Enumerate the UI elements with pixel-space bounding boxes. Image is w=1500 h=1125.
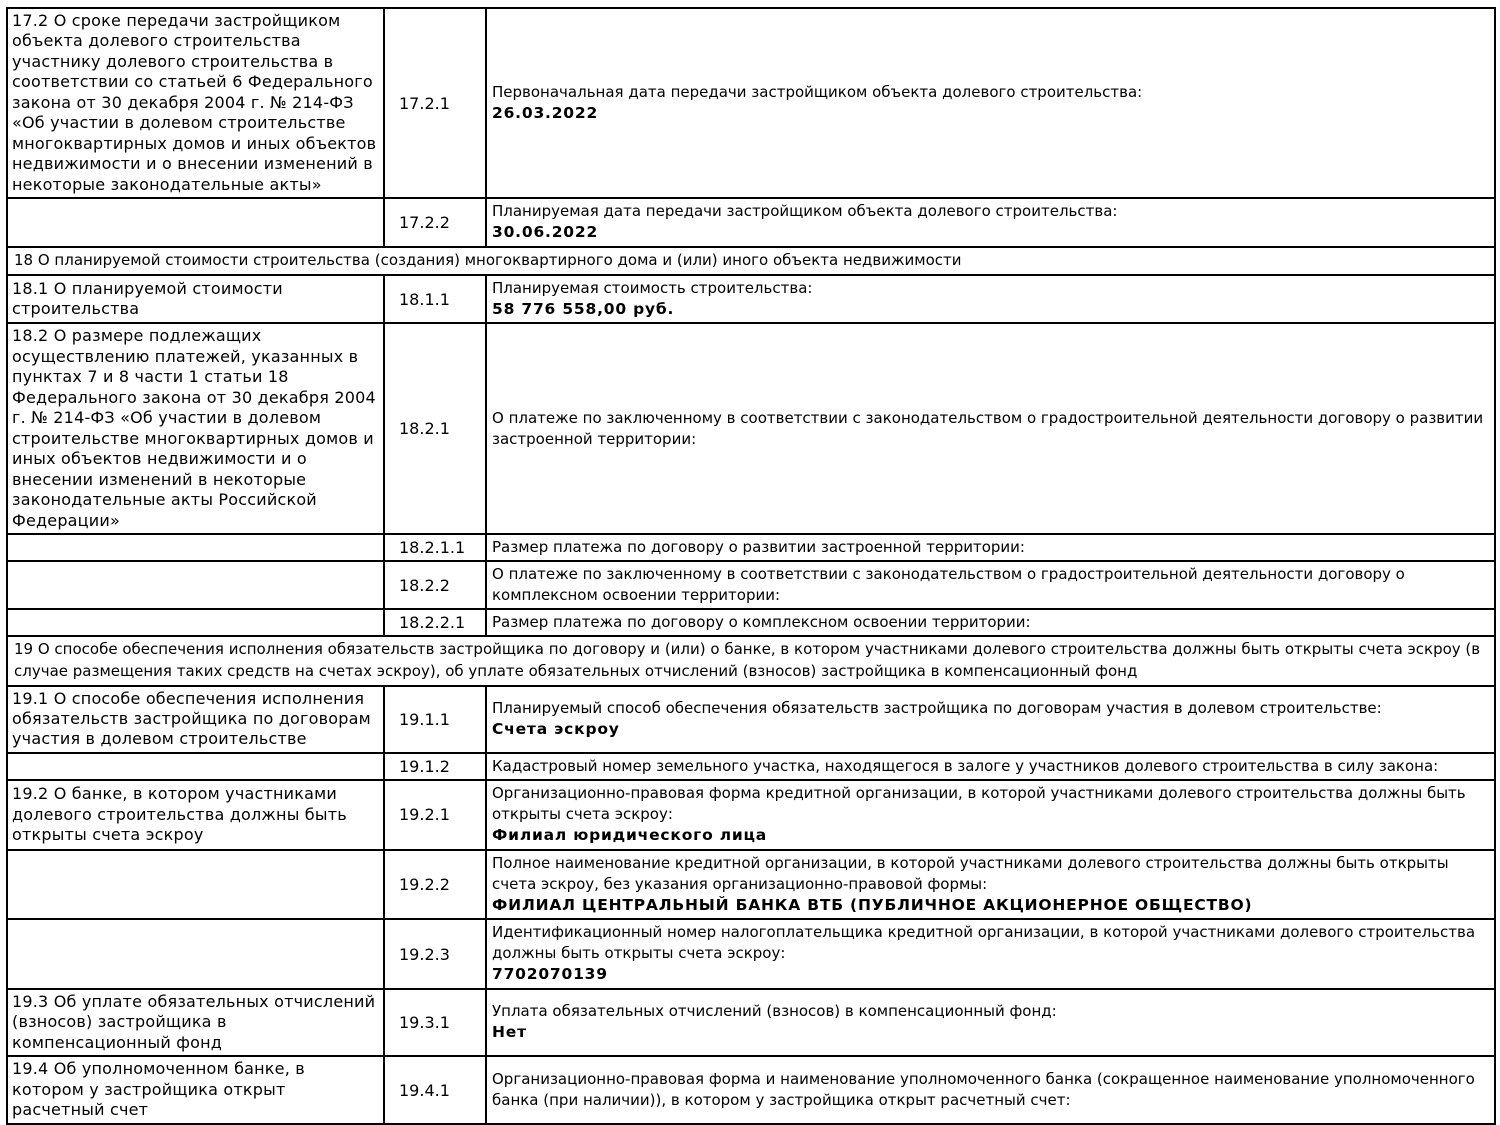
table-row — [7, 561, 1495, 609]
description-cell: 17.2 О сроке передачи застройщиком объекта долевого строительства участнику долевого строительства в соответствии со статьей 6 Федерального закона от 30 декабря 2004 г. № 214-ФЗ «Об участии в долевом строительстве многоквартирных домов и иных объектов недвижимости и о внесении изменений в некоторые законодательные акты» — [7, 8, 384, 198]
description-cell — [7, 198, 384, 247]
item-number-cell: 19.4.1 — [384, 1056, 486, 1123]
content-cell — [486, 919, 1495, 989]
table-row — [7, 323, 1495, 534]
table-row — [7, 753, 1495, 780]
field-label: Первоначальная дата передачи застройщиком объекта долевого строительства: — [492, 82, 1143, 101]
table-row — [7, 686, 1495, 753]
item-number-cell: 19.3.1 — [384, 989, 486, 1056]
field-label: Полное наименование кредитной организации, в которой участниками долевого строительства должны быть открыты счета эскроу, без указания организационно-правовой формы: — [492, 853, 1449, 893]
field-label: Размер платежа по договору о комплексном освоении территории: — [492, 613, 1031, 632]
description-cell: 18.1 О планируемой стоимости строительства — [7, 275, 384, 324]
content-cell — [486, 686, 1495, 753]
content-cell — [486, 780, 1495, 850]
item-number-cell: 19.1.2 — [384, 753, 486, 780]
description-cell: 19.3 Об уплате обязательных отчислений (взносов) застройщика в компенсационный фонд — [7, 989, 384, 1056]
field-value: Счета эскроу — [492, 719, 620, 738]
section-header-row — [7, 636, 1495, 686]
description-cell — [7, 561, 384, 609]
declaration-table — [6, 7, 1496, 1125]
description-cell — [7, 850, 384, 920]
table-row — [7, 780, 1495, 850]
item-number-cell: 19.2.2 — [384, 850, 486, 920]
table-row — [7, 609, 1495, 636]
field-label: Планируемая дата передачи застройщиком объекта долевого строительства: — [492, 202, 1118, 221]
description-cell: 19.4 Об уполномоченном банке, в котором у застройщика открыт расчетный счет — [7, 1056, 384, 1123]
description-cell — [7, 609, 384, 636]
field-label: О платеже по заключенному в соответствии с законодательством о градостроительной деятельности договору о комплексном освоении территории: — [492, 565, 1405, 605]
field-value: 30.06.2022 — [492, 223, 599, 242]
content-cell — [486, 609, 1495, 636]
field-label: Уплата обязательных отчислений (взносов) в компенсационный фонд: — [492, 1002, 1057, 1021]
description-cell: 18.2 О размере подлежащих осуществлению платежей, указанных в пунктах 7 и 8 части 1 статьи 18 Федерального закона от 30 декабря 2004 г. № 214-ФЗ «Об участии в долевом строительстве многоквартирных домов и иных объектов недвижимости и о внесении изменений в некоторые законодательные акты Российской Федерации» — [7, 323, 384, 534]
field-label: Организационно-правовая форма кредитной организации, в которой участниками долевого строительства должны быть открыты счета эскроу: — [492, 783, 1466, 823]
item-number-cell: 17.2.1 — [384, 8, 486, 198]
field-value: Нет — [492, 1023, 527, 1042]
table-row — [7, 1056, 1495, 1123]
section-header-row — [7, 247, 1495, 275]
table-row — [7, 534, 1495, 561]
item-number-cell: 19.2.1 — [384, 780, 486, 850]
content-cell — [486, 561, 1495, 609]
content-cell — [486, 753, 1495, 780]
description-cell: 19.2 О банке, в котором участниками долевого строительства должны быть открыты счета эскроу — [7, 780, 384, 850]
content-cell — [486, 850, 1495, 920]
field-label: Размер платежа по договору о развитии застроенной территории: — [492, 538, 1025, 557]
item-number-cell: 18.2.1 — [384, 323, 486, 534]
item-number-cell: 19.2.3 — [384, 919, 486, 989]
field-label: Идентификационный номер налогоплательщика кредитной организации, в которой участниками долевого строительства должны быть открыты счета эскроу: — [492, 923, 1476, 963]
field-label: Кадастровый номер земельного участка, находящегося в залоге у участников долевого строительства в силу закона: — [492, 756, 1439, 775]
content-cell — [486, 198, 1495, 247]
content-cell — [486, 989, 1495, 1056]
field-label: О платеже по заключенному в соответствии с законодательством о градостроительной деятельности договору о развитии застроенной территории: — [492, 408, 1484, 448]
item-number-cell: 18.2.2 — [384, 561, 486, 609]
content-cell — [486, 534, 1495, 561]
field-label: Планируемый способ обеспечения обязательств застройщика по договорам участия в долевом строительстве: — [492, 698, 1382, 717]
item-number-cell: 18.2.1.1 — [384, 534, 486, 561]
content-cell — [486, 1056, 1495, 1123]
section-header: 19 О способе обеспечения исполнения обязательств застройщика по договору и (или) о банке, в котором участниками долевого строительства должны быть открыты счета эскроу (в случае размещения таких средств на счетах эскроу), об уплате обязательных отчислений (взносов) застройщика в компенсационный фонд — [7, 636, 1495, 686]
item-number-cell: 18.2.2.1 — [384, 609, 486, 636]
table-row — [7, 275, 1495, 324]
table-row — [7, 919, 1495, 989]
field-value: 26.03.2022 — [492, 103, 599, 122]
field-label: Планируемая стоимость строительства: — [492, 278, 813, 297]
description-cell — [7, 919, 384, 989]
table-row — [7, 989, 1495, 1056]
field-value: Филиал юридического лица — [492, 825, 768, 844]
field-label: Организационно-правовая форма и наименование уполномоченного банка (сокращенное наименование уполномоченного банка (при наличии)), в котором у застройщика открыт расчетный счет: — [492, 1070, 1475, 1110]
description-cell — [7, 753, 384, 780]
table-row — [7, 8, 1495, 198]
content-cell — [486, 275, 1495, 324]
field-value: 58 776 558,00 руб. — [492, 299, 675, 318]
table-row — [7, 198, 1495, 247]
content-cell — [486, 8, 1495, 198]
table-row — [7, 850, 1495, 920]
item-number-cell: 17.2.2 — [384, 198, 486, 247]
item-number-cell: 19.1.1 — [384, 686, 486, 753]
item-number-cell: 18.1.1 — [384, 275, 486, 324]
description-cell — [7, 534, 384, 561]
description-cell: 19.1 О способе обеспечения исполнения обязательств застройщика по договорам участия в долевом строительстве — [7, 686, 384, 753]
field-value: 7702070139 — [492, 965, 608, 984]
section-header: 18 О планируемой стоимости строительства (создания) многоквартирного дома и (или) иного объекта недвижимости — [7, 247, 1495, 275]
field-value: ФИЛИАЛ ЦЕНТРАЛЬНЫЙ БАНКА ВТБ (ПУБЛИЧНОЕ АКЦИОНЕРНОЕ ОБЩЕСТВО) — [492, 895, 1253, 914]
content-cell — [486, 323, 1495, 534]
